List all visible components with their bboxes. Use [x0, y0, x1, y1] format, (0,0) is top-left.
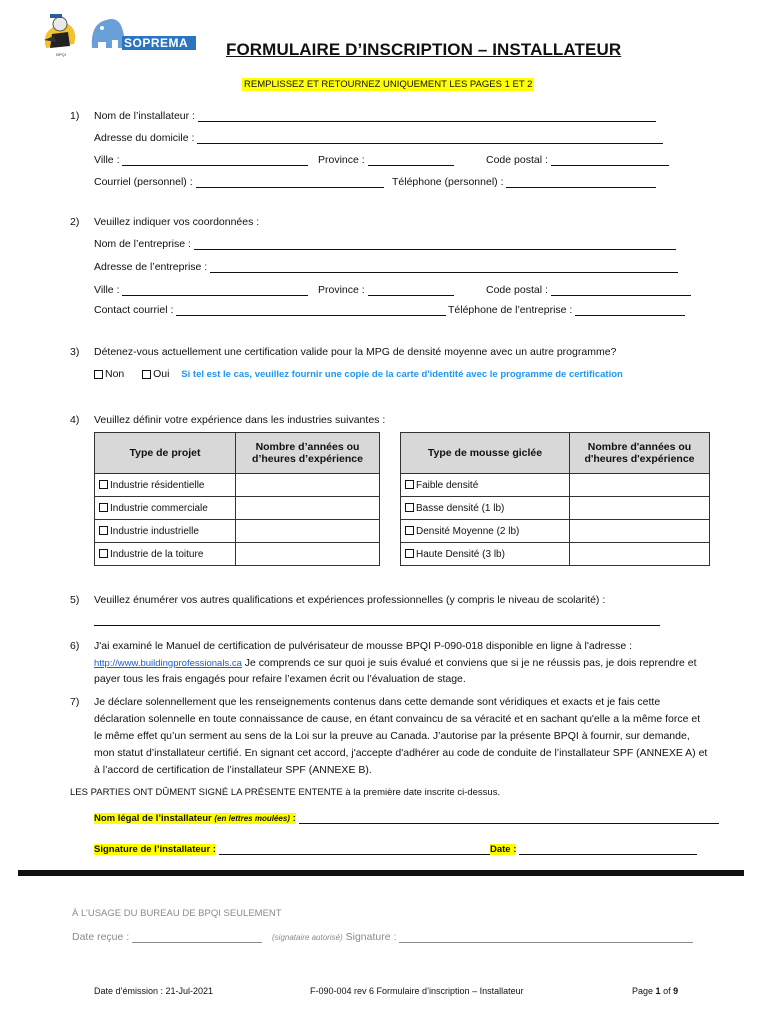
q2-contact-row — [94, 304, 446, 316]
telephone-label: Téléphone (personnel) : — [392, 176, 504, 188]
qualifications-field[interactable] — [94, 614, 660, 626]
office-date-row — [72, 931, 262, 943]
office-date-field[interactable] — [132, 932, 262, 943]
adresse-entreprise-field[interactable] — [210, 262, 678, 273]
q6-line2-text: Je comprends ce sur quoi je suis évalué et conviens que si je ne réussis pas, je dois reprendre et — [241, 657, 697, 669]
q6-number: 6) — [70, 640, 80, 652]
industrielle-label: Industrie industrielle — [110, 525, 199, 537]
divider — [18, 870, 744, 876]
basse-densite-checkbox[interactable] — [405, 503, 414, 512]
toiture-checkbox[interactable] — [99, 549, 108, 558]
q2-nom-row — [94, 238, 676, 250]
q1-province-row — [318, 154, 454, 166]
q1-tel-row — [392, 176, 656, 188]
ville-field[interactable] — [122, 155, 308, 166]
q3-note: Si tel est le cas, veuillez fournir une copie de la carte d'identité avec le programme de certification — [181, 369, 623, 380]
province-field[interactable] — [368, 155, 454, 166]
q4-number: 4) — [70, 414, 80, 426]
code-postal-label: Code postal : — [486, 154, 548, 166]
footer-issue-date: Date d’émission : 21-Jul-2021 — [94, 986, 214, 996]
ville-label: Ville : — [94, 154, 120, 166]
experience-cell[interactable] — [236, 474, 380, 497]
q7-line: déclaration solennelle en toute connaissance de cause, en étant convaincu de sa véracité et en sachant qu'elle a la même force et — [94, 713, 701, 725]
experience-cell[interactable] — [236, 543, 380, 566]
table-row — [95, 520, 236, 543]
office-heading: À L’USAGE DU BUREAU DE BPQI SEULEMENT — [72, 908, 282, 919]
building-professionals-link[interactable]: http://www.buildingprofessionals.ca — [94, 658, 242, 669]
q3-number: 3) — [70, 346, 80, 358]
table-projet — [94, 432, 380, 566]
date-row — [490, 843, 697, 855]
signing-statement-caps: LES PARTIES ONT DÛMENT SIGNÉ LA PRÉSENTE ENTENTE — [70, 787, 343, 798]
header-type-projet: Type de projet — [95, 433, 236, 474]
table-row — [95, 543, 236, 566]
experience-cell[interactable] — [570, 497, 710, 520]
faible-densite-label: Faible densité — [416, 479, 479, 491]
adresse-domicile-field[interactable] — [197, 133, 663, 144]
code-postal-entreprise-label: Code postal : — [486, 284, 548, 296]
soprema-logo-text: SOPREMA — [124, 36, 189, 50]
svg-text:BPQI: BPQI — [56, 52, 66, 57]
oui-checkbox[interactable] — [142, 370, 151, 379]
signature-label: Signature de l’installateur : — [94, 844, 216, 855]
table-row — [95, 497, 236, 520]
densite-moyenne-label: Densité Moyenne (2 lb) — [416, 525, 520, 537]
ville-entreprise-field[interactable] — [122, 285, 308, 296]
courriel-field[interactable] — [196, 177, 384, 188]
nom-legal-row — [94, 812, 719, 824]
non-checkbox[interactable] — [94, 370, 103, 379]
code-postal-field[interactable] — [551, 155, 669, 166]
ville-entreprise-label: Ville : — [94, 284, 120, 296]
province-label: Province : — [318, 154, 365, 166]
courriel-label: Courriel (personnel) : — [94, 176, 193, 188]
q2-code-row — [486, 284, 691, 296]
q2-adresse-row — [94, 261, 678, 273]
q1-nom-row — [94, 110, 656, 122]
signing-statement-rest: à la première date inscrite ci-dessus. — [342, 787, 501, 798]
q1-code-row — [486, 154, 669, 166]
basse-densite-label: Basse densité (1 lb) — [416, 502, 505, 514]
office-sig-field[interactable] — [399, 932, 693, 943]
q7-number: 7) — [70, 696, 80, 708]
contact-courriel-field[interactable] — [176, 305, 446, 316]
q1-number: 1) — [70, 110, 80, 122]
commerciale-checkbox[interactable] — [99, 503, 108, 512]
adresse-entreprise-label: Adresse de l’entreprise : — [94, 261, 208, 273]
soprema-logo — [88, 14, 198, 56]
office-sig-hint: (signataire autorisé) — [272, 933, 343, 942]
commerciale-label: Industrie commerciale — [110, 502, 208, 514]
q2-number: 2) — [70, 216, 80, 228]
experience-cell[interactable] — [570, 543, 710, 566]
table-row — [401, 497, 570, 520]
densite-moyenne-checkbox[interactable] — [405, 526, 414, 535]
telephone-field[interactable] — [506, 177, 656, 188]
footer-doc-ref: F-090-004 rev 6 Formulaire d’inscription – Installateur — [310, 986, 524, 996]
faible-densite-checkbox[interactable] — [405, 480, 414, 489]
q2-province-row — [318, 284, 454, 296]
q1-adresse-row — [94, 132, 663, 144]
nom-legal-field[interactable] — [299, 813, 719, 824]
nom-entreprise-label: Nom de l’entreprise : — [94, 238, 191, 250]
telephone-entreprise-field[interactable] — [575, 305, 685, 316]
table-row — [95, 474, 236, 497]
nom-installateur-field[interactable] — [198, 111, 656, 122]
nom-legal-label: Nom légal de l’installateur (en lettres moulées) : — [94, 813, 296, 824]
bpqi-logo — [38, 10, 84, 58]
q4-prompt: Veuillez définir votre expérience dans les industries suivantes : — [94, 414, 386, 426]
q2-tel-row — [448, 304, 685, 316]
page-subtitle: REMPLISSEZ ET RETOURNEZ UNIQUEMENT LES PAGES 1 ET 2 — [244, 79, 533, 90]
office-sig-label: Signature : — [345, 931, 397, 943]
oui-label: Oui — [153, 368, 170, 380]
q6-line3: payer tous les frais engagés pour refaire l’examen écrit ou l’évaluation de stage. — [94, 673, 466, 685]
contact-courriel-label: Contact courriel : — [94, 304, 174, 316]
residentielle-checkbox[interactable] — [99, 480, 108, 489]
q2-prompt: Veuillez indiquer vos coordonnées : — [94, 216, 260, 228]
adresse-domicile-label: Adresse du domicile : — [94, 132, 195, 144]
experience-cell[interactable] — [236, 520, 380, 543]
table-mousse — [400, 432, 710, 566]
q7-line: le même effet qu’un serment au sens de la Loi sur la preuve au Canada. J’autorise par la présente BPQI à fournir, sur demande, — [94, 730, 690, 742]
header-experience-mousse: Nombre d'années ou d'heures d'expérience — [570, 433, 710, 474]
code-postal-entreprise-field[interactable] — [551, 285, 691, 296]
q7-line: mon statut d’installateur certifié. En signant cet accord, j'accepte d'adhérer au code de conduite de l’installateur SPF (ANNEXE A) et — [94, 747, 708, 759]
header-type-mousse: Type de mousse giclée — [401, 433, 570, 474]
q1-courriel-row — [94, 176, 384, 188]
haute-densite-checkbox[interactable] — [405, 549, 414, 558]
signature-field[interactable] — [219, 844, 499, 855]
q7-line: à l’accord de certification de l’installateur SPF (ANNEXE B). — [94, 764, 372, 776]
signature-row — [94, 843, 499, 855]
footer-page: Page 1 of 9 — [632, 986, 679, 996]
province-entreprise-field[interactable] — [368, 285, 454, 296]
q7-line: Je déclare solennellement que les renseignements contenus dans cette demande sont véridiques et exacts et je fais cette — [94, 696, 661, 708]
nom-installateur-label: Nom de l’installateur : — [94, 110, 195, 122]
q5-prompt: Veuillez énumérer vos autres qualifications et expériences professionnelles (y compris le niveau de scolarité) : — [94, 594, 606, 606]
office-sig-row — [272, 931, 693, 943]
experience-cell[interactable] — [236, 497, 380, 520]
q5-number: 5) — [70, 594, 80, 606]
table-row — [401, 520, 570, 543]
residentielle-label: Industrie résidentielle — [110, 479, 205, 491]
header-experience-projet: Nombre d’années ou d’heures d’expérience — [236, 433, 380, 474]
q3-prompt: Détenez-vous actuellement une certification valide pour la MPG de densité moyenne avec un autre programme? — [94, 346, 617, 358]
date-label: Date : — [490, 844, 517, 855]
table-row — [401, 474, 570, 497]
office-date-label: Date reçue : — [72, 931, 130, 943]
page-title: FORMULAIRE D’INSCRIPTION – INSTALLATEUR — [226, 40, 622, 59]
experience-cell[interactable] — [570, 520, 710, 543]
q2-ville-row — [94, 284, 308, 296]
industrielle-checkbox[interactable] — [99, 526, 108, 535]
date-field[interactable] — [519, 844, 697, 855]
telephone-entreprise-label: Téléphone de l’entreprise : — [448, 304, 573, 316]
non-label: Non — [105, 368, 125, 380]
experience-cell[interactable] — [570, 474, 710, 497]
q6-line1: J'ai examiné le Manuel de certification de pulvérisateur de mousse BPQI P-090-018 disponible en ligne à l'adresse : — [94, 640, 633, 652]
signing-statement — [70, 787, 500, 798]
q6-line2 — [94, 657, 697, 669]
province-entreprise-label: Province : — [318, 284, 365, 296]
toiture-label: Industrie de la toiture — [110, 548, 204, 560]
haute-densite-label: Haute Densité (3 lb) — [416, 548, 505, 560]
q1-ville-row — [94, 154, 308, 166]
q3-answers — [94, 368, 623, 380]
nom-entreprise-field[interactable] — [194, 239, 676, 250]
table-row — [401, 543, 570, 566]
